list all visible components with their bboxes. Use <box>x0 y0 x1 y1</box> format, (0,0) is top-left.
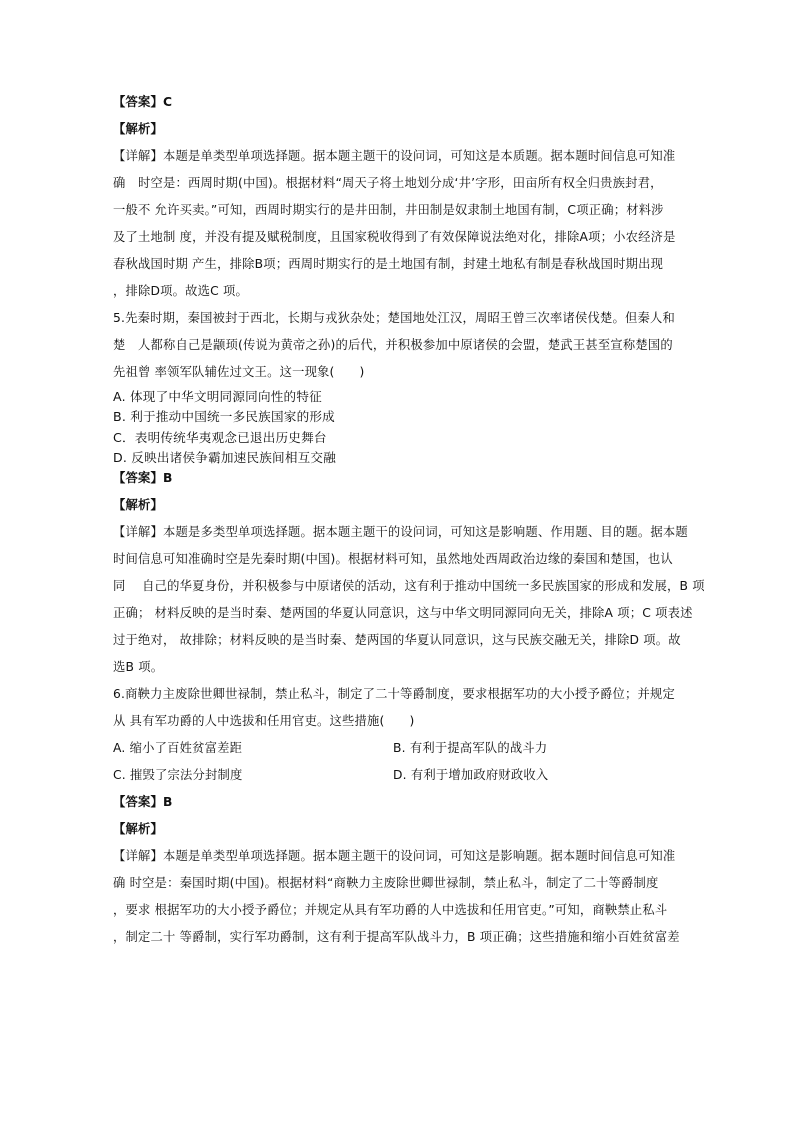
detail-line: 选B 项。 <box>113 660 164 674</box>
question-stem: 6.商鞅力主废除世卿世禄制，禁止私斗，制定了二十等爵制度，要求根据军功的大小授予爵位；并规定 <box>113 687 675 701</box>
detail-line: ，制定二十 等爵制，实行军功爵制，这有利于提高军队战斗力，B 项正确；这些措施和缩小百姓贫富差 <box>113 930 680 944</box>
detail-line: 同 自己的华夏身份，并积极参与中原诸侯的活动，这有利于推动中国统一多民族国家的形成和发展，B 项 <box>113 579 705 593</box>
option-c: C．表明传统华夷观念已退出历史舞台 <box>113 430 327 445</box>
option-a: A. 体现了中华文明同源同向性的特征 <box>113 389 322 404</box>
option-b: B. 利于推动中国统一多民族国家的形成 <box>113 409 335 424</box>
detail-line: 【详解】本题是单类型单项选择题。据本题主题干的设问词，可知这是本质题。据本题时间信息可知准 <box>113 149 676 163</box>
detail-line: 【详解】本题是多类型单项选择题。据本题主题干的设问词，可知这是影响题、作用题、目的题。据本题 <box>113 525 688 539</box>
answer-label: 【答案】B <box>113 471 173 485</box>
analysis-label: 【解析】 <box>113 822 163 836</box>
option-a: A. 缩小了百姓贫富差距 <box>113 741 243 755</box>
detail-line: 【详解】本题是单类型单项选择题。据本题主题干的设问词，可知这是影响题。据本题时间信息可知准 <box>113 849 676 863</box>
detail-line: 春秋战国时期 产生，排除B项；西周时期实行的是土地国有制，封建土地私有制是春秋战国时期出现 <box>113 257 664 271</box>
option-c: C. 摧毁了宗法分封制度 <box>113 768 243 782</box>
detail-line: 确 时空是：西周时期(中国)。根据材料“周天子将土地划分成‘井’字形，田亩所有权全归贵族封君， <box>113 176 663 190</box>
question-stem: 先祖曾 率领军队辅佐过文王。这一现象( ) <box>113 365 365 379</box>
detail-line: 正确； 材料反映的是当时秦、楚两国的华夏认同意识，这与中华文明同源同向无关，排除A 项；C 项表述 <box>113 606 693 620</box>
detail-line: 一般不 允许买卖。”可知，西周时期实行的是井田制，井田制是奴隶制土地国有制，C项正确；材料涉 <box>113 203 664 217</box>
analysis-label: 【解析】 <box>113 122 163 136</box>
detail-line: ，排除D项。故选C 项。 <box>113 284 249 298</box>
detail-line: 及了土地制 度，并没有提及赋税制度，且国家税收得到了有效保障说法绝对化，排除A项；小农经济是 <box>113 230 676 244</box>
question-stem: 从 具有军功爵的人中选拔和任用官吏。这些措施( ) <box>113 714 415 728</box>
detail-line: 确 时空是：秦国时期(中国)。根据材料“商鞅力主废除世卿世禄制，禁止私斗，制定了二十等爵制度 <box>113 876 659 890</box>
option-d: D. 有利于增加政府财政收入 <box>393 768 549 782</box>
detail-line: ，要求 根据军功的大小授予爵位；并规定从具有军功爵的人中选拔和任用官吏。”可知，商鞅禁止私斗 <box>113 903 668 917</box>
analysis-label: 【解析】 <box>113 498 163 512</box>
detail-line: 过于绝对， 故排除；材料反映的是当时秦、楚两国的华夏认同意识，这与民族交融无关，排除D 项。故 <box>113 633 681 647</box>
detail-line: 时间信息可知准确时空是先秦时期(中国)。根据材料可知，虽然地处西周政治边缘的秦国和楚国，也认 <box>113 552 673 566</box>
question-stem: 5.先秦时期，秦国被封于西北，长期与戎狄杂处；楚国地处江汉，周昭王曾三次率诸侯伐楚。但秦人和 <box>113 311 675 325</box>
answer-label: 【答案】C <box>113 95 173 109</box>
option-d: D. 反映出诸侯争霸加速民族间相互交融 <box>113 450 337 465</box>
option-b: B. 有利于提高军队的战斗力 <box>393 741 548 755</box>
question-stem: 楚 人都称自己是颛顼(传说为黄帝之孙)的后代，并积极参加中原诸侯的会盟，楚武王甚至宣称楚国的 <box>113 338 673 352</box>
answer-label: 【答案】B <box>113 795 173 809</box>
